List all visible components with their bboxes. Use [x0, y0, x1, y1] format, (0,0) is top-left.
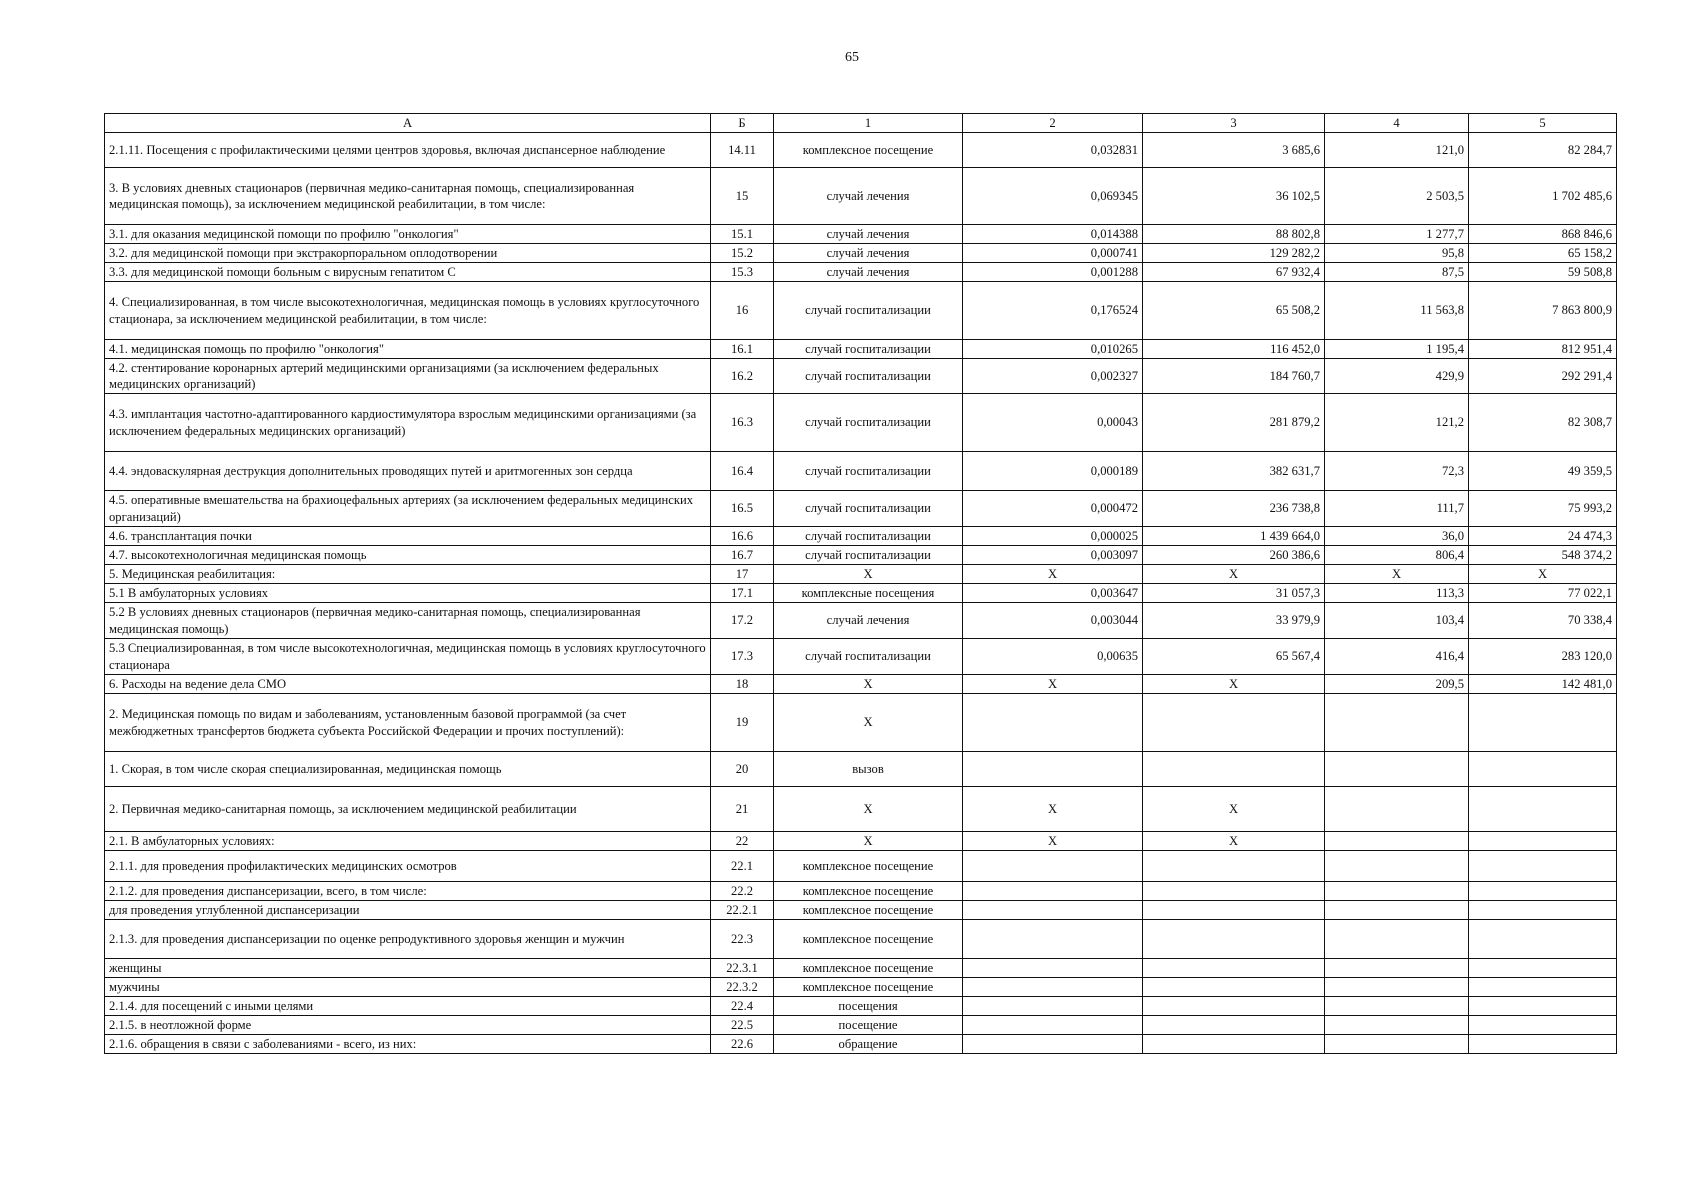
- cell-description: 2.1. В амбулаторных условиях:: [105, 832, 711, 851]
- cell-col-4: 416,4: [1325, 639, 1469, 675]
- cell-unit: случай госпитализации: [774, 546, 963, 565]
- cell-col-2: [963, 694, 1143, 752]
- cell-unit: X: [774, 675, 963, 694]
- cell-description: для проведения углубленной диспансеризации: [105, 901, 711, 920]
- cell-col-4: 121,2: [1325, 394, 1469, 452]
- cell-col-2: [963, 882, 1143, 901]
- cell-row-code: 22.4: [711, 997, 774, 1016]
- cell-unit: комплексное посещение: [774, 882, 963, 901]
- cell-col-5: 548 374,2: [1469, 546, 1617, 565]
- cell-col-5: 82 308,7: [1469, 394, 1617, 452]
- cell-col-5: 7 863 800,9: [1469, 282, 1617, 340]
- cell-col-4: [1325, 882, 1469, 901]
- cell-row-code: 16.5: [711, 491, 774, 527]
- cell-row-code: 19: [711, 694, 774, 752]
- cell-row-code: 15.2: [711, 244, 774, 263]
- cell-col-5: [1469, 882, 1617, 901]
- cell-col-2: [963, 752, 1143, 787]
- cell-col-5: 59 508,8: [1469, 263, 1617, 282]
- cell-col-3: 65 508,2: [1143, 282, 1325, 340]
- cell-row-code: 16.1: [711, 340, 774, 359]
- table-row: [105, 359, 1617, 394]
- cell-col-4: 113,3: [1325, 584, 1469, 603]
- table-row: [105, 603, 1617, 639]
- table-row: [105, 675, 1617, 694]
- cell-description: 4.6. трансплантация почки: [105, 527, 711, 546]
- cell-row-code: 17.2: [711, 603, 774, 639]
- cell-col-3: 1 439 664,0: [1143, 527, 1325, 546]
- cell-col-2: X: [963, 832, 1143, 851]
- cell-unit: случай лечения: [774, 603, 963, 639]
- cell-unit: X: [774, 694, 963, 752]
- cell-unit: комплексное посещение: [774, 133, 963, 168]
- cell-col-5: 292 291,4: [1469, 359, 1617, 394]
- col-header-2: 2: [963, 114, 1143, 133]
- cell-description: 5. Медицинская реабилитация:: [105, 565, 711, 584]
- cell-col-2: 0,003044: [963, 603, 1143, 639]
- cell-col-4: [1325, 920, 1469, 959]
- cell-description: 1. Скорая, в том числе скорая специализированная, медицинская помощь: [105, 752, 711, 787]
- cell-col-5: [1469, 997, 1617, 1016]
- cell-col-4: 87,5: [1325, 263, 1469, 282]
- cell-col-5: [1469, 959, 1617, 978]
- cell-col-2: [963, 959, 1143, 978]
- col-header-a: А: [105, 114, 711, 133]
- col-header-b: Б: [711, 114, 774, 133]
- table-row: [105, 1035, 1617, 1054]
- cell-col-2: 0,014388: [963, 225, 1143, 244]
- cell-col-2: 0,00043: [963, 394, 1143, 452]
- cell-col-2: 0,002327: [963, 359, 1143, 394]
- cell-col-4: [1325, 851, 1469, 882]
- cell-unit: случай госпитализации: [774, 639, 963, 675]
- cell-description: 2. Медицинская помощь по видам и заболеваниям, установленным базовой программой (за счет межбюджетных трансфертов бюджета субъекта Российской Федерации и прочих поступлений):: [105, 694, 711, 752]
- cell-unit: комплексное посещение: [774, 959, 963, 978]
- table-row: [105, 978, 1617, 997]
- cell-col-3: 260 386,6: [1143, 546, 1325, 565]
- cell-col-4: [1325, 832, 1469, 851]
- cell-col-4: 806,4: [1325, 546, 1469, 565]
- cell-description: 4.4. эндоваскулярная деструкция дополнительных проводящих путей и аритмогенных зон сердца: [105, 452, 711, 491]
- cell-col-4: X: [1325, 565, 1469, 584]
- cell-unit: комплексное посещение: [774, 901, 963, 920]
- cell-col-4: 2 503,5: [1325, 168, 1469, 225]
- cell-col-2: X: [963, 565, 1143, 584]
- table-row: [105, 752, 1617, 787]
- cell-unit: вызов: [774, 752, 963, 787]
- cell-col-5: 24 474,3: [1469, 527, 1617, 546]
- cell-col-5: X: [1469, 565, 1617, 584]
- cell-col-3: 88 802,8: [1143, 225, 1325, 244]
- cell-unit: комплексные посещения: [774, 584, 963, 603]
- cell-unit: X: [774, 832, 963, 851]
- cell-col-4: [1325, 787, 1469, 832]
- cell-unit: случай лечения: [774, 168, 963, 225]
- table-row: [105, 452, 1617, 491]
- cell-col-4: 429,9: [1325, 359, 1469, 394]
- cell-row-code: 22.3: [711, 920, 774, 959]
- cell-col-3: [1143, 882, 1325, 901]
- cell-unit: случай госпитализации: [774, 359, 963, 394]
- cell-col-2: 0,069345: [963, 168, 1143, 225]
- cell-col-5: 77 022,1: [1469, 584, 1617, 603]
- cell-col-5: [1469, 901, 1617, 920]
- cell-col-4: [1325, 997, 1469, 1016]
- cell-col-5: [1469, 1035, 1617, 1054]
- cell-description: женщины: [105, 959, 711, 978]
- cell-description: 3. В условиях дневных стационаров (первичная медико-санитарная помощь, специализированная медицинская помощь), за исключением медицинской реабилитации, в том числе:: [105, 168, 711, 225]
- cell-unit: случай госпитализации: [774, 491, 963, 527]
- cell-col-4: [1325, 959, 1469, 978]
- cell-col-3: 67 932,4: [1143, 263, 1325, 282]
- cell-col-4: [1325, 1016, 1469, 1035]
- cell-unit: случай госпитализации: [774, 452, 963, 491]
- cell-col-3: 184 760,7: [1143, 359, 1325, 394]
- cell-unit: случай госпитализации: [774, 527, 963, 546]
- cell-col-5: [1469, 1016, 1617, 1035]
- cell-col-5: 1 702 485,6: [1469, 168, 1617, 225]
- cell-col-2: X: [963, 675, 1143, 694]
- cell-col-5: [1469, 694, 1617, 752]
- cell-row-code: 14.11: [711, 133, 774, 168]
- cell-unit: комплексное посещение: [774, 851, 963, 882]
- cell-col-3: 236 738,8: [1143, 491, 1325, 527]
- cell-col-3: X: [1143, 787, 1325, 832]
- cell-row-code: 22.3.2: [711, 978, 774, 997]
- cell-col-3: 33 979,9: [1143, 603, 1325, 639]
- cell-description: 3.2. для медицинской помощи при экстракорпоральном оплодотворении: [105, 244, 711, 263]
- cell-col-5: 82 284,7: [1469, 133, 1617, 168]
- cell-col-3: 382 631,7: [1143, 452, 1325, 491]
- cell-col-2: 0,000741: [963, 244, 1143, 263]
- cell-col-3: [1143, 978, 1325, 997]
- cell-unit: случай лечения: [774, 244, 963, 263]
- table-row: [105, 1016, 1617, 1035]
- page-number: 65: [845, 50, 859, 65]
- cell-description: 3.1. для оказания медицинской помощи по профилю "онкология": [105, 225, 711, 244]
- cell-col-4: 1 277,7: [1325, 225, 1469, 244]
- cell-unit: комплексное посещение: [774, 920, 963, 959]
- cell-row-code: 15.3: [711, 263, 774, 282]
- table-row: [105, 584, 1617, 603]
- cell-col-3: 65 567,4: [1143, 639, 1325, 675]
- cell-col-5: [1469, 752, 1617, 787]
- table-row: [105, 282, 1617, 340]
- cell-row-code: 17: [711, 565, 774, 584]
- cell-col-5: 868 846,6: [1469, 225, 1617, 244]
- cell-col-5: [1469, 851, 1617, 882]
- cell-col-3: [1143, 959, 1325, 978]
- cell-col-2: [963, 920, 1143, 959]
- cell-col-2: 0,000189: [963, 452, 1143, 491]
- cell-row-code: 16.4: [711, 452, 774, 491]
- cell-col-3: [1143, 920, 1325, 959]
- cell-col-4: [1325, 1035, 1469, 1054]
- cell-description: 4.1. медицинская помощь по профилю "онкология": [105, 340, 711, 359]
- cell-col-4: [1325, 978, 1469, 997]
- cell-col-2: [963, 978, 1143, 997]
- col-header-5: 5: [1469, 114, 1617, 133]
- cell-unit: случай госпитализации: [774, 394, 963, 452]
- cell-col-5: 142 481,0: [1469, 675, 1617, 694]
- table-row: [105, 168, 1617, 225]
- cell-col-4: [1325, 694, 1469, 752]
- table-row: [105, 901, 1617, 920]
- cell-description: 4.7. высокотехнологичная медицинская помощь: [105, 546, 711, 565]
- cell-description: 5.1 В амбулаторных условиях: [105, 584, 711, 603]
- cell-col-2: [963, 1016, 1143, 1035]
- table-row: [105, 997, 1617, 1016]
- col-header-3: 3: [1143, 114, 1325, 133]
- cell-col-4: [1325, 752, 1469, 787]
- table-row: [105, 565, 1617, 584]
- cell-col-5: 70 338,4: [1469, 603, 1617, 639]
- table-row: [105, 639, 1617, 675]
- cell-row-code: 17.1: [711, 584, 774, 603]
- cell-col-5: [1469, 832, 1617, 851]
- table-row: [105, 225, 1617, 244]
- cell-col-3: [1143, 694, 1325, 752]
- cell-unit: X: [774, 565, 963, 584]
- cell-unit: случай лечения: [774, 225, 963, 244]
- col-header-1: 1: [774, 114, 963, 133]
- table-row: [105, 787, 1617, 832]
- cell-col-4: 111,7: [1325, 491, 1469, 527]
- table-row: [105, 263, 1617, 282]
- table-row: [105, 882, 1617, 901]
- cell-description: 5.2 В условиях дневных стационаров (первичная медико-санитарная помощь, специализированная медицинская помощь): [105, 603, 711, 639]
- cell-description: 4.2. стентирование коронарных артерий медицинскими организациями (за исключением федеральных медицинских организаций): [105, 359, 711, 394]
- cell-col-2: 0,003647: [963, 584, 1143, 603]
- header-row: [105, 114, 1617, 133]
- cell-col-3: [1143, 752, 1325, 787]
- cell-col-4: 103,4: [1325, 603, 1469, 639]
- cell-col-4: 95,8: [1325, 244, 1469, 263]
- table-row: [105, 694, 1617, 752]
- table-row: [105, 546, 1617, 565]
- cell-row-code: 15.1: [711, 225, 774, 244]
- cell-col-2: X: [963, 787, 1143, 832]
- cell-col-3: 281 879,2: [1143, 394, 1325, 452]
- cell-col-3: 129 282,2: [1143, 244, 1325, 263]
- cell-col-3: 116 452,0: [1143, 340, 1325, 359]
- cell-col-2: 0,176524: [963, 282, 1143, 340]
- cell-col-5: [1469, 787, 1617, 832]
- cell-col-3: X: [1143, 675, 1325, 694]
- cell-description: 2.1.11. Посещения с профилактическими целями центров здоровья, включая диспансерное наблюдение: [105, 133, 711, 168]
- table-row: [105, 244, 1617, 263]
- cell-description: 2.1.1. для проведения профилактических медицинских осмотров: [105, 851, 711, 882]
- cell-row-code: 15: [711, 168, 774, 225]
- cell-col-3: X: [1143, 565, 1325, 584]
- col-header-4: 4: [1325, 114, 1469, 133]
- cell-col-4: 121,0: [1325, 133, 1469, 168]
- cell-col-3: 36 102,5: [1143, 168, 1325, 225]
- cell-col-4: [1325, 901, 1469, 920]
- cell-col-2: [963, 997, 1143, 1016]
- table-row: [105, 527, 1617, 546]
- cell-description: 2.1.3. для проведения диспансеризации по оценке репродуктивного здоровья женщин и мужчин: [105, 920, 711, 959]
- cell-col-4: 1 195,4: [1325, 340, 1469, 359]
- cell-col-3: [1143, 997, 1325, 1016]
- cell-description: 6. Расходы на ведение дела СМО: [105, 675, 711, 694]
- cell-col-3: [1143, 1035, 1325, 1054]
- data-table: [104, 113, 1617, 1054]
- cell-col-2: [963, 901, 1143, 920]
- cell-col-2: 0,00635: [963, 639, 1143, 675]
- cell-description: 3.3. для медицинской помощи больным с вирусным гепатитом С: [105, 263, 711, 282]
- cell-description: 4.5. оперативные вмешательства на брахиоцефальных артериях (за исключением федеральных медицинских организаций): [105, 491, 711, 527]
- table-row: [105, 340, 1617, 359]
- cell-col-2: 0,001288: [963, 263, 1143, 282]
- cell-col-2: [963, 851, 1143, 882]
- cell-col-2: [963, 1035, 1143, 1054]
- cell-row-code: 22.5: [711, 1016, 774, 1035]
- cell-description: 2.1.5. в неотложной форме: [105, 1016, 711, 1035]
- cell-col-3: 31 057,3: [1143, 584, 1325, 603]
- cell-col-4: 209,5: [1325, 675, 1469, 694]
- cell-description: 2.1.2. для проведения диспансеризации, всего, в том числе:: [105, 882, 711, 901]
- cell-row-code: 22.2: [711, 882, 774, 901]
- cell-col-5: 65 158,2: [1469, 244, 1617, 263]
- cell-col-2: 0,000025: [963, 527, 1143, 546]
- cell-row-code: 22.6: [711, 1035, 774, 1054]
- cell-unit: X: [774, 787, 963, 832]
- cell-row-code: 17.3: [711, 639, 774, 675]
- cell-row-code: 22: [711, 832, 774, 851]
- cell-unit: случай госпитализации: [774, 340, 963, 359]
- cell-col-5: 812 951,4: [1469, 340, 1617, 359]
- cell-col-2: 0,010265: [963, 340, 1143, 359]
- cell-row-code: 22.2.1: [711, 901, 774, 920]
- cell-row-code: 16.7: [711, 546, 774, 565]
- cell-description: 5.3 Специализированная, в том числе высокотехнологичная, медицинская помощь в условиях круглосуточного стационара: [105, 639, 711, 675]
- cell-unit: обращение: [774, 1035, 963, 1054]
- cell-row-code: 16.6: [711, 527, 774, 546]
- cell-col-5: [1469, 920, 1617, 959]
- cell-row-code: 21: [711, 787, 774, 832]
- cell-row-code: 16.3: [711, 394, 774, 452]
- cell-col-4: 11 563,8: [1325, 282, 1469, 340]
- cell-col-3: [1143, 901, 1325, 920]
- cell-unit: посещения: [774, 997, 963, 1016]
- cell-col-3: [1143, 851, 1325, 882]
- cell-col-4: 36,0: [1325, 527, 1469, 546]
- cell-description: 2.1.4. для посещений с иными целями: [105, 997, 711, 1016]
- cell-col-3: [1143, 1016, 1325, 1035]
- cell-row-code: 16.2: [711, 359, 774, 394]
- cell-row-code: 18: [711, 675, 774, 694]
- table-row: [105, 133, 1617, 168]
- table-row: [105, 959, 1617, 978]
- cell-unit: посещение: [774, 1016, 963, 1035]
- cell-col-2: 0,000472: [963, 491, 1143, 527]
- table-row: [105, 491, 1617, 527]
- cell-col-5: [1469, 978, 1617, 997]
- table-row: [105, 851, 1617, 882]
- table-row: [105, 832, 1617, 851]
- table-row: [105, 920, 1617, 959]
- cell-description: 4.3. имплантация частотно-адаптированного кардиостимулятора взрослым медицинскими организациями (за исключением федеральных медицинских организаций): [105, 394, 711, 452]
- cell-row-code: 20: [711, 752, 774, 787]
- cell-description: 4. Специализированная, в том числе высокотехнологичная, медицинская помощь в условиях круглосуточного стационара, за исключением медицинской реабилитации, в том числе:: [105, 282, 711, 340]
- cell-description: 2.1.6. обращения в связи с заболеваниями - всего, из них:: [105, 1035, 711, 1054]
- table-body: [105, 133, 1617, 1054]
- cell-col-5: 49 359,5: [1469, 452, 1617, 491]
- cell-col-5: 283 120,0: [1469, 639, 1617, 675]
- cell-col-5: 75 993,2: [1469, 491, 1617, 527]
- cell-unit: случай лечения: [774, 263, 963, 282]
- cell-unit: комплексное посещение: [774, 978, 963, 997]
- cell-row-code: 16: [711, 282, 774, 340]
- cell-row-code: 22.3.1: [711, 959, 774, 978]
- cell-unit: случай госпитализации: [774, 282, 963, 340]
- cell-description: 2. Первичная медико-санитарная помощь, за исключением медицинской реабилитации: [105, 787, 711, 832]
- cell-description: мужчины: [105, 978, 711, 997]
- cell-col-3: 3 685,6: [1143, 133, 1325, 168]
- table-row: [105, 394, 1617, 452]
- cell-col-3: X: [1143, 832, 1325, 851]
- cell-col-2: 0,032831: [963, 133, 1143, 168]
- cell-col-4: 72,3: [1325, 452, 1469, 491]
- cell-col-2: 0,003097: [963, 546, 1143, 565]
- cell-row-code: 22.1: [711, 851, 774, 882]
